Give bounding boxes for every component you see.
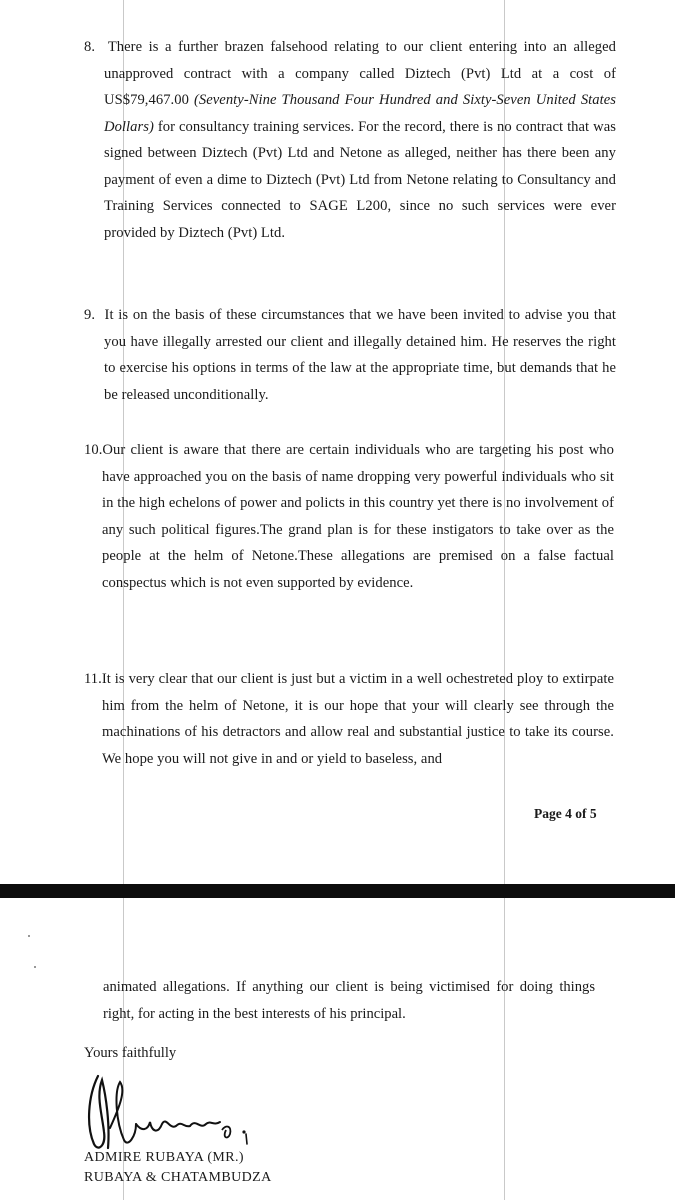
paragraph-text: It is very clear that our client is just but a victim in a well ochestreted ploy to extirpate him from the helm of Netone, it is our hope that your will clearly see through the machinations of his detractors and allow real and substantial justice to take its course. We hope you will not give in and or yield to baseless, and <box>101 671 614 767</box>
paragraph-text: It is on the basis of these circumstances that we have been invited to advise you that you have illegally arrested our client and illegally detained him. He reserves the right to exercise his options in terms of the law at the appropriate time, but demands that he be released unconditionally. <box>104 307 616 403</box>
page-of: of <box>575 806 587 821</box>
paragraph-text-italic: (Seventy-Nine Thousand Four Hundred and Sixty-Seven United States Dollars) <box>104 92 616 135</box>
page-label: Page <box>534 806 562 821</box>
paragraph-text: There is a further brazen falsehood relating to our client entering into an alleged unapproved contract with a company called Diztech (Pvt) Ltd at a cost of US$79,467.00 <box>104 39 616 108</box>
signatory-name: ADMIRE RUBAYA (MR.) <box>84 1150 244 1165</box>
paragraph-10 <box>84 437 614 596</box>
paragraph-number: 11. <box>84 671 102 687</box>
paragraph-number: 8. <box>84 39 96 55</box>
page-total: 5 <box>589 806 597 821</box>
closing-salutation: Yours faithfully <box>84 1045 177 1061</box>
paragraph-text: Our client is aware that there are certain individuals who are targeting his post who have approached you on the basis of name dropping very powerful individuals who sit in the high echelons of power and policts in this country yet there is no involvement of any such political figures.The grand plan is for these instigators to take over as the people at the helm of Netone.These allegations are premised on a false factual conspectus which is not even supported by evidence. <box>102 442 614 591</box>
paragraph-text: for consultancy training services. For the record, there is no contract that was signed between Diztech (Pvt) Ltd and Netone as alleged, neither has there been any payment of even a dime to Diztech (Pvt) Ltd from Netone relating to Consultancy and Training Services connected to SAGE L200, since no such services were ever provided by Diztech (Pvt) Ltd. <box>104 118 616 241</box>
paragraph-number: 9. <box>84 307 96 323</box>
scan-speck <box>28 935 30 937</box>
paragraph-11 <box>84 666 614 772</box>
firm-name: RUBAYA & CHATAMBUDZA <box>84 1170 272 1185</box>
paragraph-8 <box>84 34 616 246</box>
page-current: 4 <box>565 806 572 821</box>
paragraph-9 <box>84 302 616 408</box>
paragraph-number: 10. <box>84 442 103 458</box>
page-number <box>534 806 597 822</box>
continued-paragraph: animated allegations. If anything our client is being victimised for doing things right, for acting in the best interests of his principal. <box>103 979 595 1022</box>
binding-line <box>504 898 505 1200</box>
signature-image <box>80 1066 270 1158</box>
page-divider <box>0 884 675 898</box>
scan-speck <box>34 966 36 968</box>
